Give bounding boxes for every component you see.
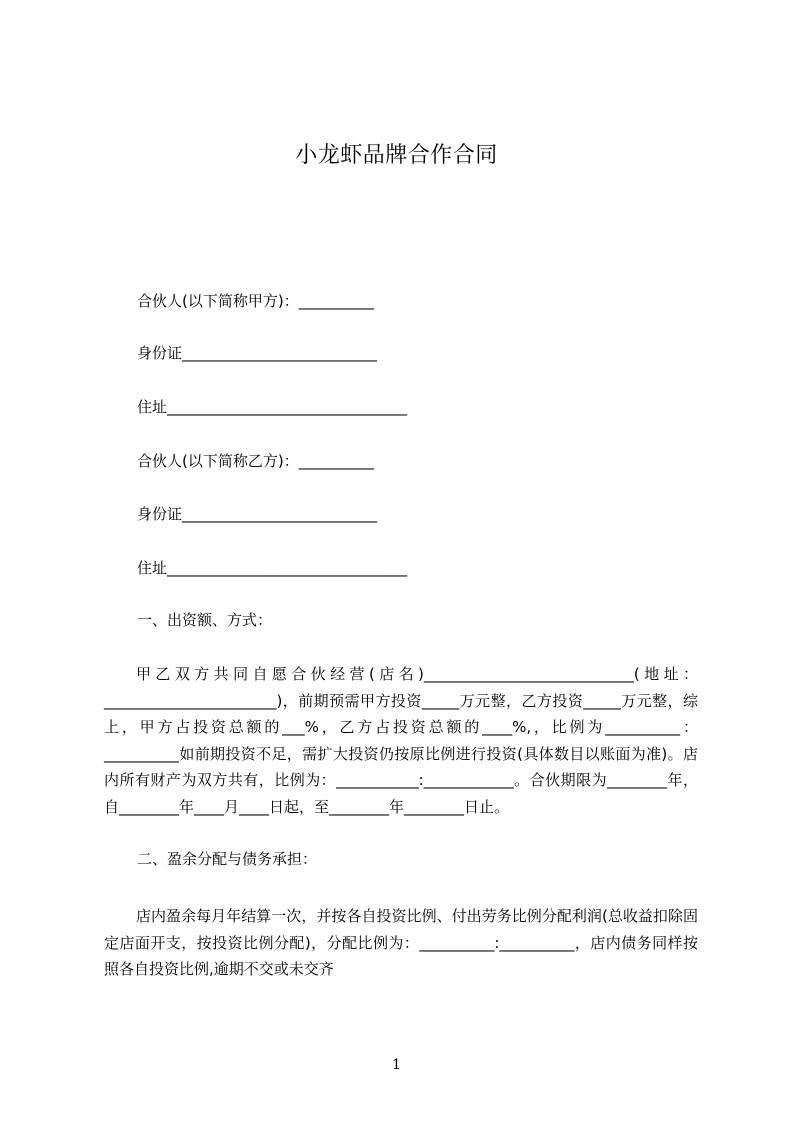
- party-b-name-line: 合伙人(以下简称乙方)：__________: [137, 452, 374, 470]
- section-2-heading: 二、盈余分配与债务承担：: [137, 850, 318, 868]
- document-title: 小龙虾品牌合作合同: [295, 143, 498, 168]
- party-b-address-line: 住址________________________________: [137, 559, 408, 577]
- page-number: 1: [392, 1057, 401, 1073]
- party-a-id-line: 身份证__________________________: [137, 344, 378, 362]
- party-b-id-line: 身份证__________________________: [137, 505, 378, 523]
- section-2-body: 店内盈余每月年结算一次，并按各自投资比例、付出劳务比例分配利润(总收益扣除固定店面开支，按投资比例分配)，分配比例为：__________:__________，店内债务同样按照各自投资比例,逾期不交或未交齐: [104, 907, 698, 978]
- section-1-heading: 一、出资额、方式：: [137, 611, 273, 629]
- section-1-body: 甲乙双方共同自愿合伙经营(店名)____________________________(地址：_______________________)，前期预需甲方投资_____万元整，乙方投资_____万元整，综上，甲方占投资总额的___%，乙方占投资总额的____%,，比例为__________：__________如前期投资不足，需扩大投资仍按原比例进行投资(具体数目以账面为准)。店内所有财产为双方共有，比例为：___________:____________。合伙期限为________年，自________年____月____日起，至________年________日止。: [104, 665, 698, 816]
- party-a-name-line: 合伙人(以下简称甲方)：__________: [137, 292, 374, 310]
- party-a-address-line: 住址________________________________: [137, 398, 408, 416]
